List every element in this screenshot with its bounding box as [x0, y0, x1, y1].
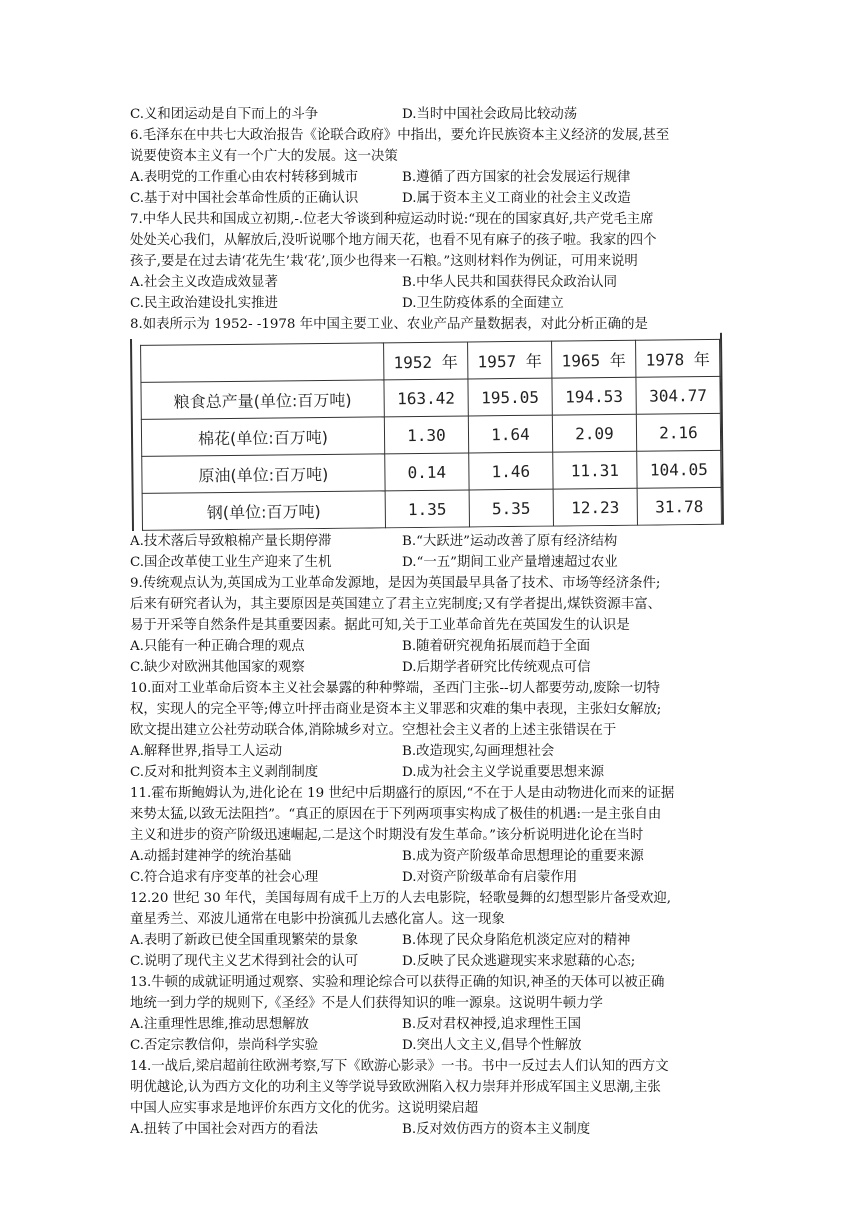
option-row — [130, 846, 735, 867]
table-cell: 2.09 — [552, 414, 636, 452]
option-row — [130, 741, 735, 762]
text-line: 11.霍布斯鲍姆认为,进化论在 19 世纪中后期盛行的原因,“不在于人是由动物进化而来的证据 — [130, 786, 675, 801]
text-line: 处处关心我们，从解放后,没听说哪个地方闹天花，也看不见有麻子的孩子啦。我家的四个 — [130, 233, 657, 248]
text-line: 12.20 世纪 30 年代，美国每周有成千上万的人去电影院，轻歌曼舞的幻想型影片备受欢迎, — [130, 891, 672, 906]
option-row — [130, 1035, 735, 1056]
questions-top — [130, 104, 735, 335]
text-line: 14.一战后,梁启超前往欧洲考察,写下《欧游心影录》一书。书中一反过去人们认知的西方文 — [130, 1059, 669, 1074]
option-row — [130, 867, 735, 888]
option-left: A.表明了新政已使全国重现繁荣的景象 — [130, 933, 359, 948]
option-left: A.社会主义改造成效显著 — [130, 275, 278, 290]
option-row — [130, 762, 735, 783]
table-cell: 1.35 — [385, 490, 469, 528]
table-row — [142, 487, 721, 530]
year-header: 1978 年 — [636, 339, 720, 377]
table-cell: 2.16 — [636, 413, 720, 451]
table-cell: 104.05 — [637, 450, 721, 488]
year-header: 1957 年 — [467, 341, 551, 379]
option-row — [130, 552, 735, 573]
option-row — [130, 657, 735, 678]
text-line: 明优越论,认为西方文化的功利主义等学说导致欧洲陷入权力崇拜并形成军国主义思潮,主张 — [130, 1080, 661, 1095]
option-left: A.只能有一种正确合理的观点 — [130, 639, 305, 654]
option-left: C.国企改革使工业生产迎来了生机 — [130, 555, 332, 570]
option-left: A.扭转了中国社会对西方的看法 — [130, 1122, 319, 1137]
table-cell: 1.46 — [469, 452, 553, 490]
option-right: D.后期学者研究比传统观点可信 — [402, 660, 591, 675]
table-cell: 5.35 — [469, 489, 553, 527]
option-right: D.卫生防疫体系的全面建立 — [402, 296, 564, 311]
option-right: D.成为社会主义学说重要思想来源 — [402, 765, 604, 780]
option-row — [130, 636, 735, 657]
option-right: D.对资产阶级革命有启蒙作用 — [402, 870, 578, 885]
option-right: D.“一五”期间工业产量增速超过农业 — [402, 555, 618, 570]
option-left: C.义和团运动是自下而上的斗争 — [130, 107, 319, 122]
row-label: 原油(单位:百万吨) — [142, 454, 385, 494]
option-row — [130, 188, 735, 209]
table-cell: 0.14 — [385, 453, 469, 491]
option-left: C.基于对中国社会革命性质的正确认识 — [130, 191, 359, 206]
table-cell: 31.78 — [637, 487, 721, 525]
table-cell: 11.31 — [553, 451, 637, 489]
table-header-row — [141, 339, 720, 382]
text-line: 孩子,要是在过去请‘花先生’栽‘花’,顶少也得来一石粮。”这则材料作为例证，可用来说明 — [130, 254, 638, 269]
option-row — [130, 104, 735, 125]
option-row — [130, 1119, 735, 1140]
text-line: 欧文提出建立公社劳动联合体,消除城乡对立。空想社会主义者的上述主张错误在于 — [130, 723, 617, 738]
option-right: B.“大跃进”运动改善了原有经济结构 — [402, 534, 618, 549]
row-label: 钢(单位:百万吨) — [142, 491, 385, 531]
option-row — [130, 531, 735, 552]
option-row — [130, 951, 735, 972]
exam-page — [130, 104, 735, 1140]
table-cell: 195.05 — [468, 378, 552, 416]
option-row — [130, 1014, 735, 1035]
text-line: 说要使资本主义有一个广大的发展。这一决策 — [130, 149, 398, 164]
option-left: A.解释世界,指导工人运动 — [130, 744, 283, 759]
option-right: B.反对君权神授,追求理性王国 — [402, 1017, 582, 1032]
row-label: 粮食总产量(单位:百万吨) — [141, 380, 384, 420]
text-line: 童星秀兰、邓波儿通常在电影中扮演孤儿去感化富人。这一现象 — [130, 912, 505, 927]
option-right: D.反映了民众逃避现实来求慰藉的心态; — [402, 954, 636, 969]
option-left: C.否定宗教信仰，崇尚科学实验 — [130, 1038, 319, 1053]
text-line: 后来有研究者认为，其主要原因是英国建立了君主立宪制度;又有学者提出,煤铁资源丰富、 — [130, 597, 661, 612]
table-cell: 163.42 — [384, 379, 468, 417]
option-left: C.符合追求有序变革的社会心理 — [130, 870, 319, 885]
text-line: 主义和进步的资产阶级迅速崛起,二是这个时期没有发生革命。”该分析说明进化论在当时 — [130, 828, 644, 843]
production-table — [140, 339, 722, 531]
questions-bottom — [130, 531, 735, 1140]
option-right: B.遵循了西方国家的社会发展运行规律 — [402, 170, 631, 185]
option-right: B.成为资产阶级革命思想理论的重要来源 — [402, 849, 644, 864]
table-cell: 1.64 — [468, 415, 552, 453]
table-corner — [141, 343, 384, 383]
table-cell: 194.53 — [552, 377, 636, 415]
option-right: B.随着研究视角拓展而趋于全面 — [402, 639, 591, 654]
option-row — [130, 930, 735, 951]
option-row — [130, 272, 735, 293]
option-right: B.反对效仿西方的资本主义制度 — [402, 1122, 591, 1137]
option-left: A.技术落后导致粮棉产量长期停滞 — [130, 534, 332, 549]
option-right: B.中华人民共和国获得民众政治认同 — [402, 275, 617, 290]
text-line: 6.毛泽东在中共七大政治报告《论联合政府》中指出，要允许民族资本主义经济的发展,甚至 — [130, 128, 670, 143]
text-line: 7.中华人民共和国成立初期,-.位老大爷谈到种痘运动时说:“现在的国家真好,共产党毛主席 — [130, 212, 654, 227]
option-row — [130, 293, 735, 314]
option-left: C.缺少对欧洲其他国家的观察 — [130, 660, 305, 675]
table-cell: 1.30 — [384, 416, 468, 454]
row-label: 棉花(单位:百万吨) — [141, 417, 384, 457]
table-row — [142, 450, 721, 493]
option-row — [130, 167, 735, 188]
option-right: D.突出人文主义,倡导个性解放 — [402, 1038, 582, 1053]
option-left: C.说明了现代主义艺术得到社会的认可 — [130, 954, 359, 969]
option-right: D.当时中国社会政局比较动荡 — [402, 107, 578, 122]
text-line: 易于开采等自然条件是其重要因素。据此可知,关于工业革命首先在英国发生的认识是 — [130, 618, 630, 633]
option-left: C.民主政治建设扎实推进 — [130, 296, 278, 311]
option-left: A.表明党的工作重心由农村转移到城市 — [130, 170, 359, 185]
option-left: A.注重理性思维,推动思想解放 — [130, 1017, 309, 1032]
text-line: 地统一到力学的规则下,《圣经》不是人们获得知识的唯一源泉。这说明牛顿力学 — [130, 996, 603, 1011]
text-line: 权，实现人的完全平等;傅立叶抨击商业是资本主义罪恶和灾难的集中表现，主张妇女解放; — [130, 702, 662, 717]
text-line: 9.传统观点认为,英国成为工业革命发源地，是因为英国最早具备了技术、市场等经济条件; — [130, 576, 661, 591]
year-header: 1965 年 — [551, 340, 635, 378]
table-row — [141, 413, 720, 456]
option-left: A.动摇封建神学的统治基础 — [130, 849, 292, 864]
option-right: B.改造现实,勾画理想社会 — [402, 744, 555, 759]
year-header: 1952 年 — [383, 342, 467, 380]
option-right: D.属于资本主义工商业的社会主义改造 — [402, 191, 631, 206]
text-line: 中国人应实事求是地评价东西方文化的优劣。这说明梁启超 — [130, 1101, 479, 1116]
text-line: 13.牛顿的成就证明通过观察、实验和理论综合可以获得正确的知识,神圣的天体可以被正确 — [130, 975, 665, 990]
production-table-image — [130, 333, 724, 531]
table-row — [141, 376, 720, 419]
option-right: B.体现了民众身陷危机淡定应对的精神 — [402, 933, 631, 948]
text-line: 8.如表所示为 1952- -1978 年中国主要工业、农业产品产量数据表，对此分析正确的是 — [130, 317, 648, 332]
option-left: C.反对和批判资本主义剥削制度 — [130, 765, 319, 780]
table-cell: 12.23 — [553, 488, 637, 526]
table-cell: 304.77 — [636, 376, 720, 414]
text-line: 10.面对工业革命后资本主义社会暴露的种种弊端，圣西门主张--切人都要劳动,废除一切特 — [130, 681, 661, 696]
text-line: 来势太猛,以致无法阻挡”。“真正的原因在于下列两项事实构成了极佳的机遇:一是主张自由 — [130, 807, 662, 822]
